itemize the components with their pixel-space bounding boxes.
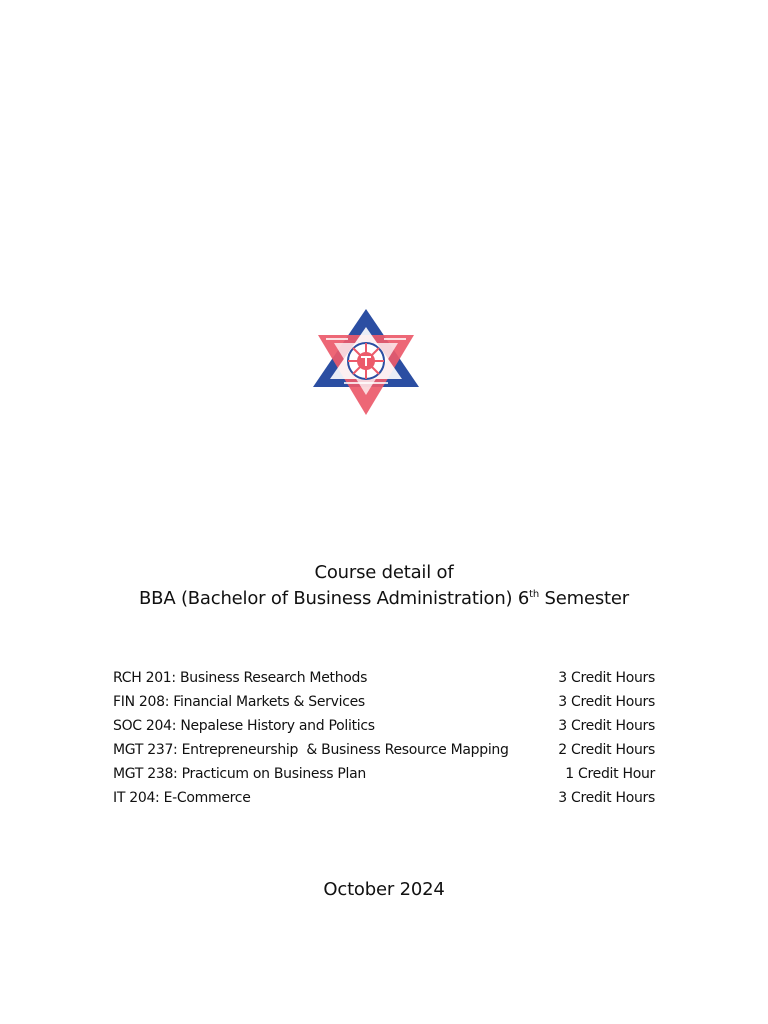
course-list	[113, 666, 655, 810]
course-row	[113, 714, 655, 738]
title-line-2-tail: Semester	[539, 588, 629, 609]
course-credits: 3 Credit Hours	[558, 670, 655, 686]
document-date: October 2024	[323, 879, 445, 900]
course-row	[113, 690, 655, 714]
course-name: IT 204: E-Commerce	[113, 790, 251, 806]
course-credits: 3 Credit Hours	[558, 718, 655, 734]
course-row	[113, 738, 655, 762]
course-name: RCH 201: Business Research Methods	[113, 670, 368, 686]
university-emblem-icon	[304, 303, 428, 425]
course-name: MGT 238: Practicum on Business Plan	[113, 766, 366, 782]
title-superscript: th	[529, 589, 540, 600]
course-credits: 3 Credit Hours	[558, 790, 655, 806]
course-row	[113, 786, 655, 810]
course-credits: 3 Credit Hours	[558, 694, 655, 710]
title-line-2-main: BBA (Bachelor of Business Administration) 6	[139, 588, 530, 609]
course-row	[113, 762, 655, 786]
course-name: MGT 237: Entrepreneurship & Business Resource Mapping	[113, 742, 509, 758]
course-credits: 1 Credit Hour	[565, 766, 655, 782]
course-name: SOC 204: Nepalese History and Politics	[113, 718, 375, 734]
title-line-1: Course detail of	[314, 562, 454, 583]
title-line-2	[0, 586, 768, 612]
document-title	[0, 560, 768, 612]
course-credits: 2 Credit Hours	[558, 742, 655, 758]
course-name: FIN 208: Financial Markets & Services	[113, 694, 365, 710]
course-row	[113, 666, 655, 690]
